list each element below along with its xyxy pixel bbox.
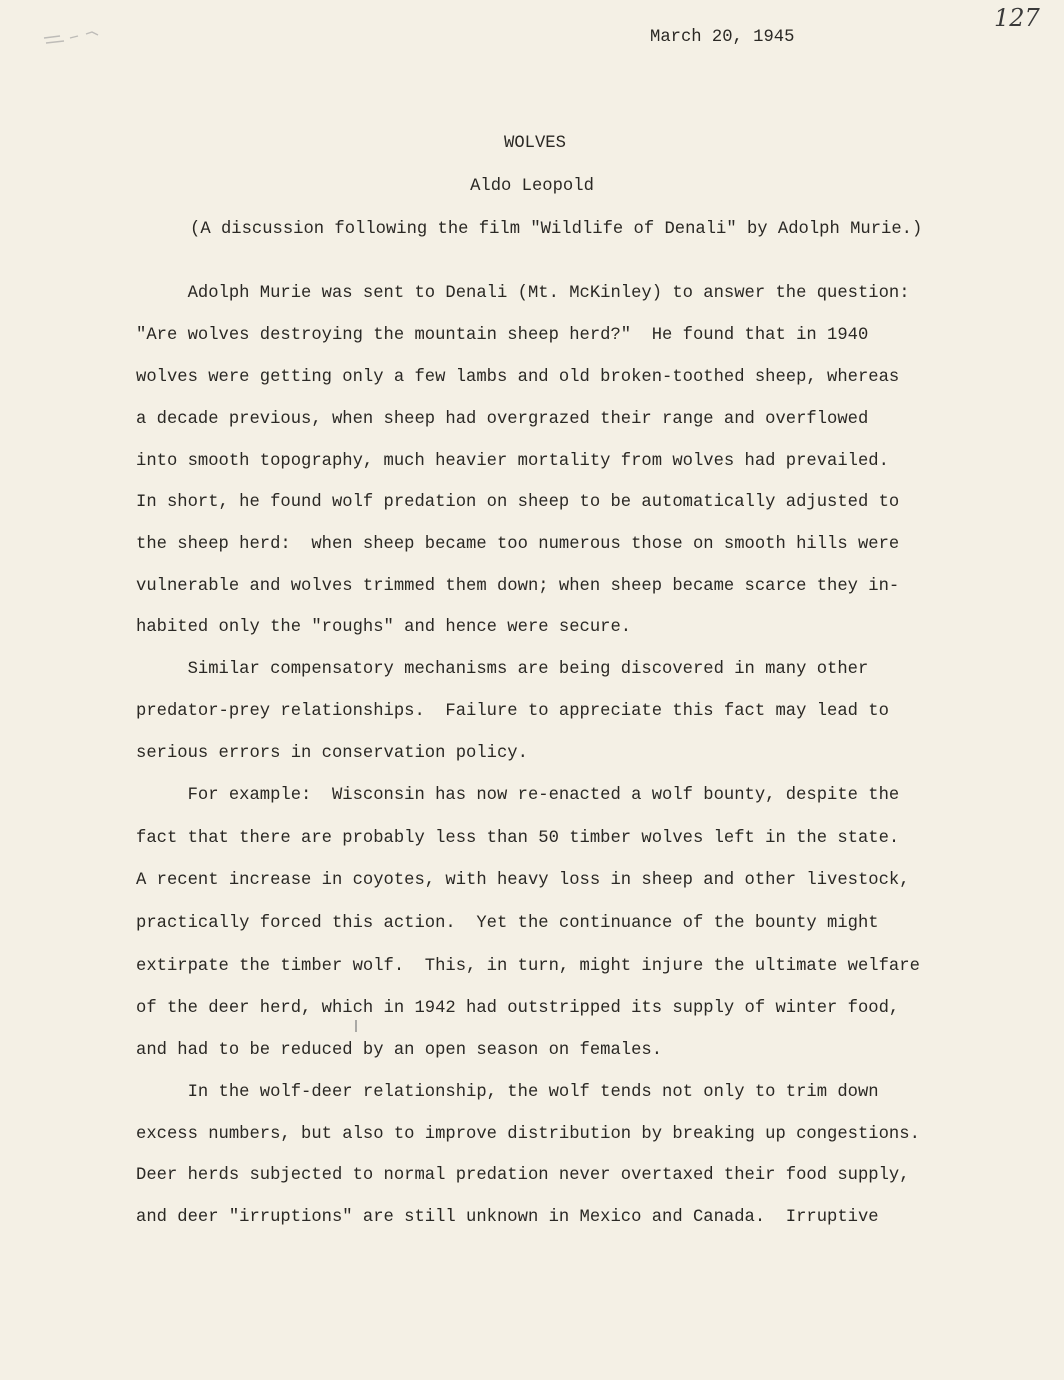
body-line: excess numbers, but also to improve distribution by breaking up congestions. xyxy=(136,1125,920,1144)
body-line: practically forced this action. Yet the continuance of the bounty might xyxy=(136,914,879,933)
body-line: a decade previous, when sheep had overgrazed their range and overflowed xyxy=(136,410,869,429)
body-line: and deer "irruptions" are still unknown in Mexico and Canada. Irruptive xyxy=(136,1208,879,1227)
body-line: Similar compensatory mechanisms are being discovered in many other xyxy=(136,660,869,679)
body-line: extirpate the timber wolf. This, in turn, might injure the ultimate welfare xyxy=(136,957,920,976)
document-title: WOLVES xyxy=(504,134,566,153)
body-line: the sheep herd: when sheep became too numerous those on smooth hills were xyxy=(136,535,900,554)
body-line: In the wolf-deer relationship, the wolf tends not only to trim down xyxy=(136,1083,879,1102)
body-line: Deer herds subjected to normal predation never overtaxed their food supply, xyxy=(136,1166,910,1185)
body-line: into smooth topography, much heavier mortality from wolves had prevailed. xyxy=(136,452,889,471)
body-line: predator-prey relationships. Failure to appreciate this fact may lead to xyxy=(136,702,889,721)
body-line: "Are wolves destroying the mountain sheep herd?" He found that in 1940 xyxy=(136,326,869,345)
handwritten-page-number: 127 xyxy=(994,4,1040,32)
body-line: fact that there are probably less than 50 timber wolves left in the state. xyxy=(136,829,900,848)
document-subtitle: (A discussion following the film "Wildlife of Denali" by Adolph Murie.) xyxy=(190,220,923,239)
body-line: vulnerable and wolves trimmed them down; when sheep became scarce they in- xyxy=(136,577,900,596)
body-line: of the deer herd, which in 1942 had outstripped its supply of winter food, xyxy=(136,999,900,1018)
document-date: March 20, 1945 xyxy=(650,28,795,47)
body-line: For example: Wisconsin has now re-enacted a wolf bounty, despite the xyxy=(136,786,900,805)
body-line: habited only the "roughs" and hence were secure. xyxy=(136,618,632,637)
body-line: In short, he found wolf predation on sheep to be automatically adjusted to xyxy=(136,493,900,512)
body-line: Adolph Murie was sent to Denali (Mt. McKinley) to answer the question: xyxy=(136,284,910,303)
body-line: A recent increase in coyotes, with heavy loss in sheep and other livestock, xyxy=(136,871,910,890)
pencil-tick-mark xyxy=(355,1020,357,1032)
body-line: wolves were getting only a few lambs and old broken-toothed sheep, whereas xyxy=(136,368,900,387)
body-line: and had to be reduced by an open season on females. xyxy=(136,1041,663,1060)
document-author: Aldo Leopold xyxy=(470,177,594,196)
body-line: serious errors in conservation policy. xyxy=(136,744,528,763)
